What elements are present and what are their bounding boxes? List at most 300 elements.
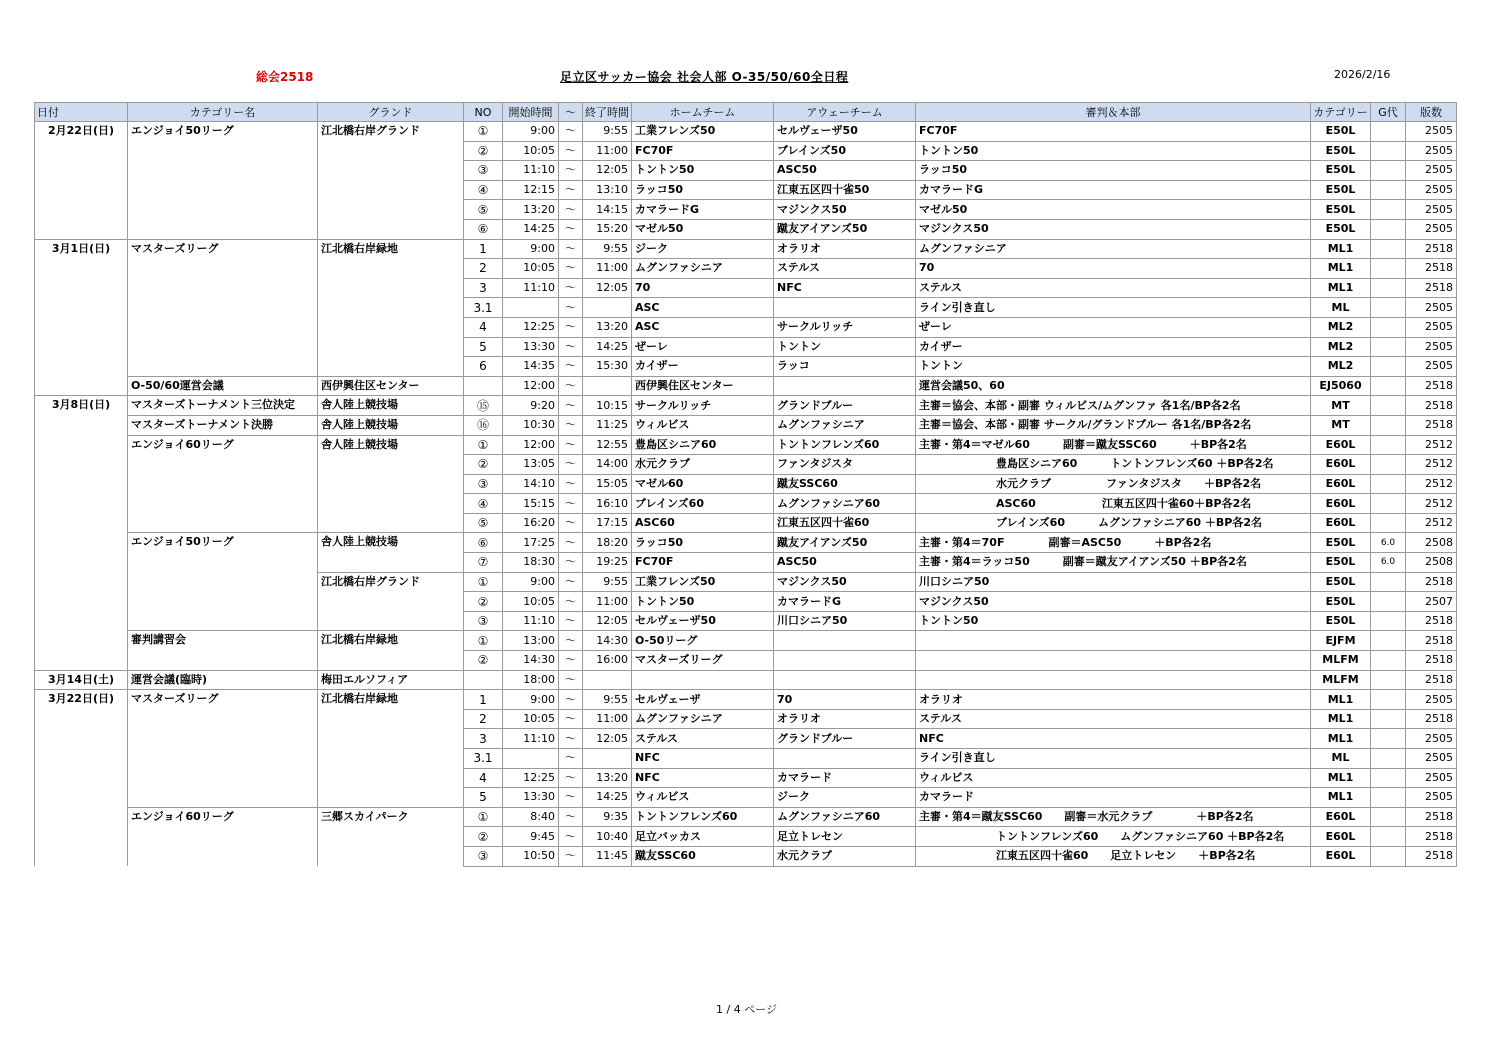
match-no-cell: ② [464,827,503,847]
away-team-cell: トントン [774,337,916,357]
referee-cell: ASC60 江東五区四十雀60＋BP各2名 [916,494,1311,514]
category-cell [128,494,318,514]
match-no-cell: 5 [464,788,503,808]
g-fee-cell: 6.0 [1371,553,1406,573]
match-no-cell: ② [464,651,503,671]
category-cell: マスターズトーナメント三位決定 [128,396,318,416]
away-team-cell: 70 [774,690,916,710]
start-time-cell: 16:20 [503,513,559,533]
away-team-cell: ムグンファシニア [774,415,916,435]
end-time-cell: 15:05 [583,474,632,494]
match-no-cell: 4 [464,768,503,788]
table-row [35,651,1457,671]
table-row [35,337,1457,357]
date-cell [35,572,128,592]
end-time-cell: 17:15 [583,513,632,533]
end-time-cell: 9:55 [583,239,632,259]
ground-cell: 梅田エルソフィア [318,670,464,690]
g-fee-cell [1371,651,1406,671]
date-cell [35,827,128,847]
home-team-cell: ムグンファシニア [632,709,774,729]
version-cell: 2518 [1406,278,1457,298]
g-fee-cell [1371,729,1406,749]
match-no-cell: 3 [464,278,503,298]
date-cell [35,494,128,514]
end-time-cell: 10:40 [583,827,632,847]
home-team-cell: マスターズリーグ [632,651,774,671]
version-cell: 2512 [1406,513,1457,533]
category-code-cell: ML1 [1311,259,1371,279]
tilde-cell: ～ [559,533,583,553]
ground-cell [318,161,464,181]
version-cell: 2505 [1406,219,1457,239]
date-cell: 3月8日(日) [35,396,128,416]
referee-cell: 主審・第4＝ラッコ50 副審＝蹴友アイアンズ50 ＋BP各2名 [916,553,1311,573]
home-team-cell: ぜーレ [632,337,774,357]
category-cell [128,200,318,220]
tilde-cell: ～ [559,690,583,710]
tilde-cell: ～ [559,709,583,729]
table-row [35,749,1457,769]
version-cell: 2518 [1406,709,1457,729]
tilde-cell: ～ [559,376,583,396]
table-body [35,122,1457,867]
end-time-cell: 15:20 [583,219,632,239]
end-time-cell: 13:20 [583,768,632,788]
referee-cell: ぜーレ [916,317,1311,337]
home-team-cell: 70 [632,278,774,298]
home-team-cell [632,670,774,690]
home-team-cell: カマラードG [632,200,774,220]
table-row [35,200,1457,220]
category-code-cell: E50L [1311,611,1371,631]
end-time-cell: 9:35 [583,807,632,827]
ground-cell [318,846,464,866]
category-code-cell: ML1 [1311,278,1371,298]
date-cell [35,415,128,435]
tilde-cell: ～ [559,631,583,651]
date-cell [35,435,128,455]
referee-cell [916,651,1311,671]
tilde-cell: ～ [559,337,583,357]
match-no-cell: ⑯ [464,415,503,435]
category-cell [128,219,318,239]
category-code-cell: ML1 [1311,729,1371,749]
end-time-cell: 12:05 [583,278,632,298]
referee-cell: ウィルビス [916,768,1311,788]
end-time-cell: 14:30 [583,631,632,651]
category-code-cell: E60L [1311,513,1371,533]
start-time-cell: 14:25 [503,219,559,239]
table-row [35,572,1457,592]
tilde-cell: ～ [559,553,583,573]
start-time-cell: 9:00 [503,239,559,259]
tilde-cell: ～ [559,317,583,337]
category-code-cell: E60L [1311,474,1371,494]
table-row [35,592,1457,612]
end-time-cell: 11:00 [583,259,632,279]
away-team-cell: オラリオ [774,709,916,729]
tilde-cell: ～ [559,219,583,239]
end-time-cell: 9:55 [583,690,632,710]
start-time-cell: 12:00 [503,376,559,396]
category-code-cell: E50L [1311,161,1371,181]
referee-cell: トントン [916,357,1311,377]
date-cell [35,357,128,377]
ground-cell [318,337,464,357]
end-time-cell: 11:00 [583,709,632,729]
home-team-cell: ジーク [632,239,774,259]
ground-cell [318,219,464,239]
category-cell [128,141,318,161]
away-team-cell [774,298,916,318]
version-cell: 2518 [1406,239,1457,259]
referee-cell: ライン引き直し [916,298,1311,318]
g-fee-cell [1371,807,1406,827]
date-cell [35,846,128,866]
g-fee-cell [1371,670,1406,690]
home-team-cell: トントンフレンズ60 [632,807,774,827]
category-code-cell: ML1 [1311,690,1371,710]
tilde-cell: ～ [559,180,583,200]
version-cell: 2505 [1406,317,1457,337]
category-cell [128,259,318,279]
category-cell: O-50/60運営会議 [128,376,318,396]
ground-cell [318,357,464,377]
end-time-cell: 19:25 [583,553,632,573]
category-code-cell: E50L [1311,141,1371,161]
table-row [35,357,1457,377]
g-fee-cell [1371,631,1406,651]
tilde-cell: ～ [559,122,583,142]
table-row [35,494,1457,514]
table-row [35,122,1457,142]
g-fee-cell [1371,611,1406,631]
table-row [35,141,1457,161]
category-cell [128,729,318,749]
referee-cell: 主審・第4＝70F 副審＝ASC50 ＋BP各2名 [916,533,1311,553]
end-time-cell: 14:15 [583,200,632,220]
version-cell: 2505 [1406,729,1457,749]
page-number: 1 / 4 ページ [716,1003,777,1016]
start-time-cell: 18:30 [503,553,559,573]
home-team-cell: 足立バッカス [632,827,774,847]
version-cell: 2505 [1406,768,1457,788]
home-team-cell: ASC [632,317,774,337]
end-time-cell: 15:30 [583,357,632,377]
g-fee-cell [1371,435,1406,455]
referee-cell: マジンクス50 [916,592,1311,612]
ground-cell [318,474,464,494]
print-date: 2026/2/16 [1334,68,1391,81]
start-time-cell: 13:05 [503,455,559,475]
date-cell [35,611,128,631]
tilde-cell: ～ [559,278,583,298]
g-fee-cell [1371,337,1406,357]
away-team-cell [774,670,916,690]
referee-cell: 主審＝協会、本部・副審 ウィルビス/ムグンファ 各1名/BP各2名 [916,396,1311,416]
start-time-cell: 11:10 [503,161,559,181]
ground-cell: 舎人陸上競技場 [318,396,464,416]
category-code-cell: E60L [1311,846,1371,866]
version-cell: 2505 [1406,690,1457,710]
start-time-cell: 9:45 [503,827,559,847]
away-team-cell: トントンフレンズ60 [774,435,916,455]
g-fee-cell [1371,690,1406,710]
version-cell: 2518 [1406,376,1457,396]
date-cell [35,533,128,553]
category-cell: エンジョイ50リーグ [128,533,318,553]
version-cell: 2505 [1406,337,1457,357]
ground-cell [318,827,464,847]
category-cell [128,709,318,729]
referee-cell: マゼル50 [916,200,1311,220]
tilde-cell: ～ [559,141,583,161]
category-code-cell: ML1 [1311,768,1371,788]
table-row [35,219,1457,239]
category-cell [128,846,318,866]
referee-cell: ブレインズ60 ムグンファシニア60 ＋BP各2名 [916,513,1311,533]
category-code-cell: E50L [1311,533,1371,553]
match-no-cell: ① [464,631,503,651]
home-team-cell: 西伊興住区センター [632,376,774,396]
home-team-cell: NFC [632,749,774,769]
category-cell [128,337,318,357]
home-team-cell: 工業フレンズ50 [632,572,774,592]
page-title: 足立区サッカー協会 社会人部 O-35/50/60全日程 [560,70,849,84]
category-cell [128,749,318,769]
version-cell: 2518 [1406,415,1457,435]
col-header-no: NO [464,103,503,122]
category-cell: マスターズリーグ [128,690,318,710]
start-time-cell: 17:25 [503,533,559,553]
category-cell [128,768,318,788]
ground-cell: 江北橋右岸グランド [318,572,464,592]
away-team-cell: 江東五区四十雀50 [774,180,916,200]
version-cell: 2512 [1406,435,1457,455]
category-cell [128,513,318,533]
category-cell: 運営会議(臨時) [128,670,318,690]
referee-cell: ステルス [916,278,1311,298]
category-cell [128,161,318,181]
tilde-cell: ～ [559,455,583,475]
home-team-cell: NFC [632,768,774,788]
document-code: 総会2518 [256,70,314,84]
category-code-cell: E50L [1311,592,1371,612]
col-header-g-fee: G代 [1371,103,1406,122]
home-team-cell: セルヴェーザ50 [632,611,774,631]
table-row [35,768,1457,788]
tilde-cell: ～ [559,357,583,377]
start-time-cell: 12:25 [503,317,559,337]
match-no-cell: ③ [464,611,503,631]
start-time-cell: 13:00 [503,631,559,651]
table-row [35,455,1457,475]
category-code-cell: ML1 [1311,788,1371,808]
tilde-cell: ～ [559,846,583,866]
category-code-cell: ML [1311,298,1371,318]
table-row [35,611,1457,631]
category-code-cell: MLFM [1311,651,1371,671]
away-team-cell: ASC50 [774,553,916,573]
version-cell: 2505 [1406,141,1457,161]
tilde-cell: ～ [559,494,583,514]
tilde-cell: ～ [559,200,583,220]
referee-cell: NFC [916,729,1311,749]
tilde-cell: ～ [559,161,583,181]
start-time-cell: 12:00 [503,435,559,455]
away-team-cell: 蹴友アイアンズ50 [774,219,916,239]
table-row [35,846,1457,866]
away-team-cell: ラッコ [774,357,916,377]
end-time-cell: 16:10 [583,494,632,514]
start-time-cell: 12:15 [503,180,559,200]
start-time-cell: 13:20 [503,200,559,220]
referee-cell: トントンフレンズ60 ムグンファシニア60 ＋BP各2名 [916,827,1311,847]
g-fee-cell [1371,141,1406,161]
table-row [35,807,1457,827]
g-fee-cell [1371,317,1406,337]
ground-cell: 江北橋右岸緑地 [318,239,464,259]
match-no-cell: ④ [464,180,503,200]
category-code-cell: EJ5060 [1311,376,1371,396]
table-row [35,259,1457,279]
away-team-cell: 川口シニア50 [774,611,916,631]
tilde-cell: ～ [559,513,583,533]
ground-cell [318,298,464,318]
g-fee-cell [1371,298,1406,318]
tilde-cell: ～ [559,396,583,416]
away-team-cell: 蹴友アイアンズ50 [774,533,916,553]
category-cell [128,827,318,847]
home-team-cell: 水元クラブ [632,455,774,475]
away-team-cell: ASC50 [774,161,916,181]
category-code-cell: E60L [1311,827,1371,847]
date-cell: 3月14日(土) [35,670,128,690]
version-cell: 2518 [1406,827,1457,847]
tilde-cell: ～ [559,670,583,690]
version-cell: 2507 [1406,592,1457,612]
away-team-cell: ファンタジスタ [774,455,916,475]
g-fee-cell: 6.0 [1371,533,1406,553]
category-code-cell: MT [1311,396,1371,416]
match-no-cell: ⑦ [464,553,503,573]
table-row [35,788,1457,808]
match-no-cell: 5 [464,337,503,357]
date-cell [35,592,128,612]
col-header-start: 開始時間 [503,103,559,122]
category-cell [128,788,318,808]
start-time-cell: 13:30 [503,337,559,357]
ground-cell: 舎人陸上競技場 [318,533,464,553]
date-cell [35,180,128,200]
home-team-cell: マゼル50 [632,219,774,239]
start-time-cell: 18:00 [503,670,559,690]
end-time-cell: 9:55 [583,122,632,142]
table-row [35,553,1457,573]
start-time-cell [503,298,559,318]
home-team-cell: マゼル60 [632,474,774,494]
referee-cell: 江東五区四十雀60 足立トレセン ＋BP各2名 [916,846,1311,866]
home-team-cell: ウィルビス [632,788,774,808]
away-team-cell: ムグンファシニア60 [774,807,916,827]
category-code-cell: E50L [1311,219,1371,239]
match-no-cell: ⑮ [464,396,503,416]
match-no-cell [464,670,503,690]
date-cell [35,768,128,788]
away-team-cell [774,651,916,671]
category-code-cell: E60L [1311,494,1371,514]
category-cell [128,278,318,298]
home-team-cell: ラッコ50 [632,533,774,553]
referee-cell: 主審・第4＝マゼル60 副審＝蹴友SSC60 ＋BP各2名 [916,435,1311,455]
match-no-cell: ⑥ [464,219,503,239]
date-cell [35,651,128,671]
date-cell [35,807,128,827]
start-time-cell: 10:30 [503,415,559,435]
ground-cell [318,259,464,279]
table-row [35,298,1457,318]
end-time-cell: 12:05 [583,161,632,181]
date-cell [35,709,128,729]
ground-cell [318,592,464,612]
category-code-cell: E50L [1311,572,1371,592]
match-no-cell: ② [464,592,503,612]
start-time-cell: 12:25 [503,768,559,788]
tilde-cell: ～ [559,788,583,808]
home-team-cell: 豊島区シニア60 [632,435,774,455]
home-team-cell: トントン50 [632,592,774,612]
table-row [35,533,1457,553]
category-code-cell: ML1 [1311,239,1371,259]
away-team-cell [774,749,916,769]
ground-cell [318,200,464,220]
start-time-cell: 9:00 [503,122,559,142]
tilde-cell: ～ [559,807,583,827]
home-team-cell: トントン50 [632,161,774,181]
match-no-cell: ③ [464,474,503,494]
ground-cell: 江北橋右岸緑地 [318,690,464,710]
match-no-cell: ⑤ [464,513,503,533]
g-fee-cell [1371,396,1406,416]
date-cell [35,219,128,239]
category-cell [128,455,318,475]
end-time-cell: 14:25 [583,337,632,357]
end-time-cell: 11:00 [583,141,632,161]
col-header-date: 日付 [35,103,128,122]
match-no-cell: 3 [464,729,503,749]
category-cell: マスターズトーナメント決勝 [128,415,318,435]
version-cell: 2508 [1406,533,1457,553]
version-cell: 2512 [1406,455,1457,475]
version-cell: 2505 [1406,749,1457,769]
g-fee-cell [1371,357,1406,377]
col-header-ground: グランド [318,103,464,122]
table-row [35,474,1457,494]
ground-cell [318,729,464,749]
away-team-cell: オラリオ [774,239,916,259]
home-team-cell: ムグンファシニア [632,259,774,279]
match-no-cell: 2 [464,709,503,729]
end-time-cell: 18:20 [583,533,632,553]
col-header-category-code: カテゴリー [1311,103,1371,122]
home-team-cell: セルヴェーザ [632,690,774,710]
g-fee-cell [1371,415,1406,435]
referee-cell: 水元クラブ ファンタジスタ ＋BP各2名 [916,474,1311,494]
category-code-cell: ML2 [1311,357,1371,377]
ground-cell [318,455,464,475]
end-time-cell: 11:25 [583,415,632,435]
